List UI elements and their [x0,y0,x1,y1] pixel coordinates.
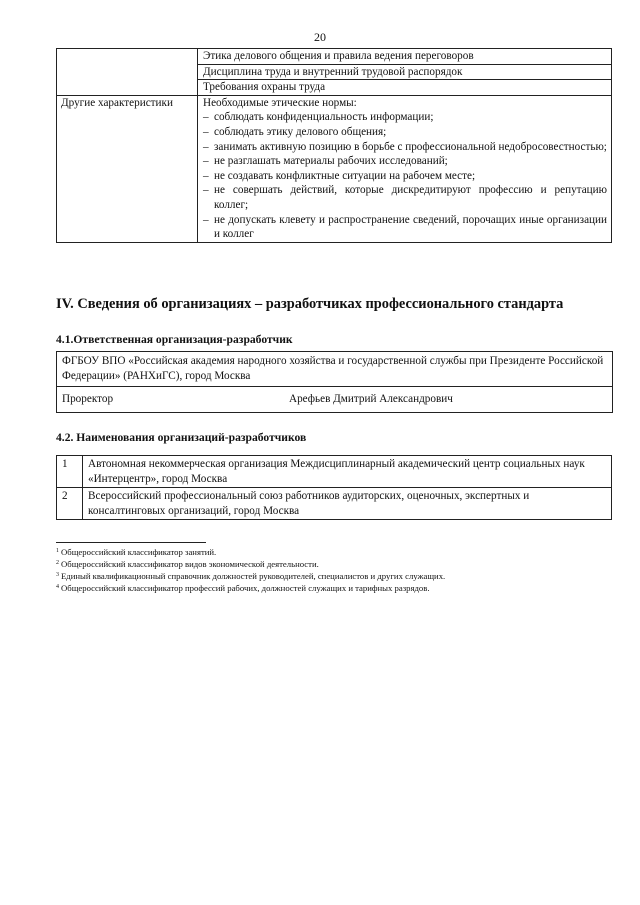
dash-marker: – [203,169,209,182]
footnote [56,582,616,594]
other-characteristics-label: Другие характеристики [57,95,198,242]
ethical-norms-cell [198,95,612,242]
footnote-mark: 3 [56,572,59,578]
characteristics-table [56,48,612,243]
section-heading: IV. Сведения об организациях – разработчиках профессионального стандарта [56,296,564,312]
norm-text: не разглашать материалы рабочих исследований; [214,155,448,168]
list-item [203,213,607,242]
person-name: Арефьев Дмитрий Александрович [289,393,453,406]
dash-marker: – [203,111,209,124]
dash-marker: – [203,155,209,168]
responsible-org-name: ФГБОУ ВПО «Российская академия народного хозяйства и государственной службы при Президенте Российской Федерации» (РАНХиГС), город Москва [57,352,612,387]
responsible-org-box [56,351,613,413]
norm-text: занимать активную позицию в борьбе с профессиональной недобросовестностью; [214,140,607,153]
list-item [203,140,607,155]
footnote-text: Общероссийский классификатор видов экономической деятельности. [61,559,319,569]
row-number: 2 [57,488,83,520]
norm-text: не допускать клевету и распространение сведений, порочащих иные организации и коллег [214,213,607,241]
list-item [203,154,607,169]
dash-marker: – [203,140,209,153]
footnote [56,558,616,570]
list-item [203,110,607,125]
responsible-org-heading: 4.1.Ответственная организация-разработчик [56,333,293,346]
footnote-mark: 4 [56,584,59,590]
norm-text: не создавать конфликтные ситуации на рабочем месте; [214,169,476,182]
person-role: Проректор [62,393,114,406]
footnote-text: Единый квалификационный справочник должностей руководителей, специалистов и других служащих. [61,571,446,581]
row-number: 1 [57,456,83,488]
developer-org-name: Автономная некоммерческая организация Междисциплинарный академический центр социальных наук «Интерцентр», город Москва [83,456,612,488]
table-cell: Этика делового общения и правила ведения переговоров [198,49,612,65]
table-cell-empty [57,49,198,96]
footnote-mark: 2 [56,560,59,566]
footnote-mark: 1 [56,548,59,554]
ethical-norms-intro: Необходимые этические нормы: [203,96,357,109]
table-row [57,488,612,520]
list-item [203,183,607,212]
dash-marker: – [203,213,209,226]
table-row [57,456,612,488]
list-item [203,125,607,140]
table-cell: Требования охраны труда [198,80,612,96]
footnotes [56,546,616,594]
footnote-text: Общероссийский классификатор профессий рабочих, должностей служащих и тарифных разрядов. [61,583,430,593]
footnote [56,570,616,582]
footnote-divider [56,542,206,543]
norm-text: не совершать действий, которые дискредитируют профессию и репутацию коллег; [214,184,607,211]
norm-text: соблюдать этику делового общения; [214,125,387,138]
dash-marker: – [203,184,209,197]
responsible-person-row [57,387,612,412]
developers-heading: 4.2. Наименования организаций-разработчиков [56,431,307,444]
dash-marker: – [203,125,209,138]
table-row [57,49,612,65]
page-number: 20 [314,30,326,44]
developer-org-name: Всероссийский профессиональный союз работников аудиторских, оценочных, экспертных и консалтинговых организаций, город Москва [83,488,612,520]
footnote [56,546,616,558]
table-cell: Дисциплина труда и внутренний трудовой распорядок [198,64,612,80]
norm-text: соблюдать конфиденциальность информации; [214,111,434,124]
table-row [57,95,612,242]
list-item [203,169,607,184]
developers-table [56,455,612,520]
footnote-text: Общероссийский классификатор занятий. [61,547,217,557]
